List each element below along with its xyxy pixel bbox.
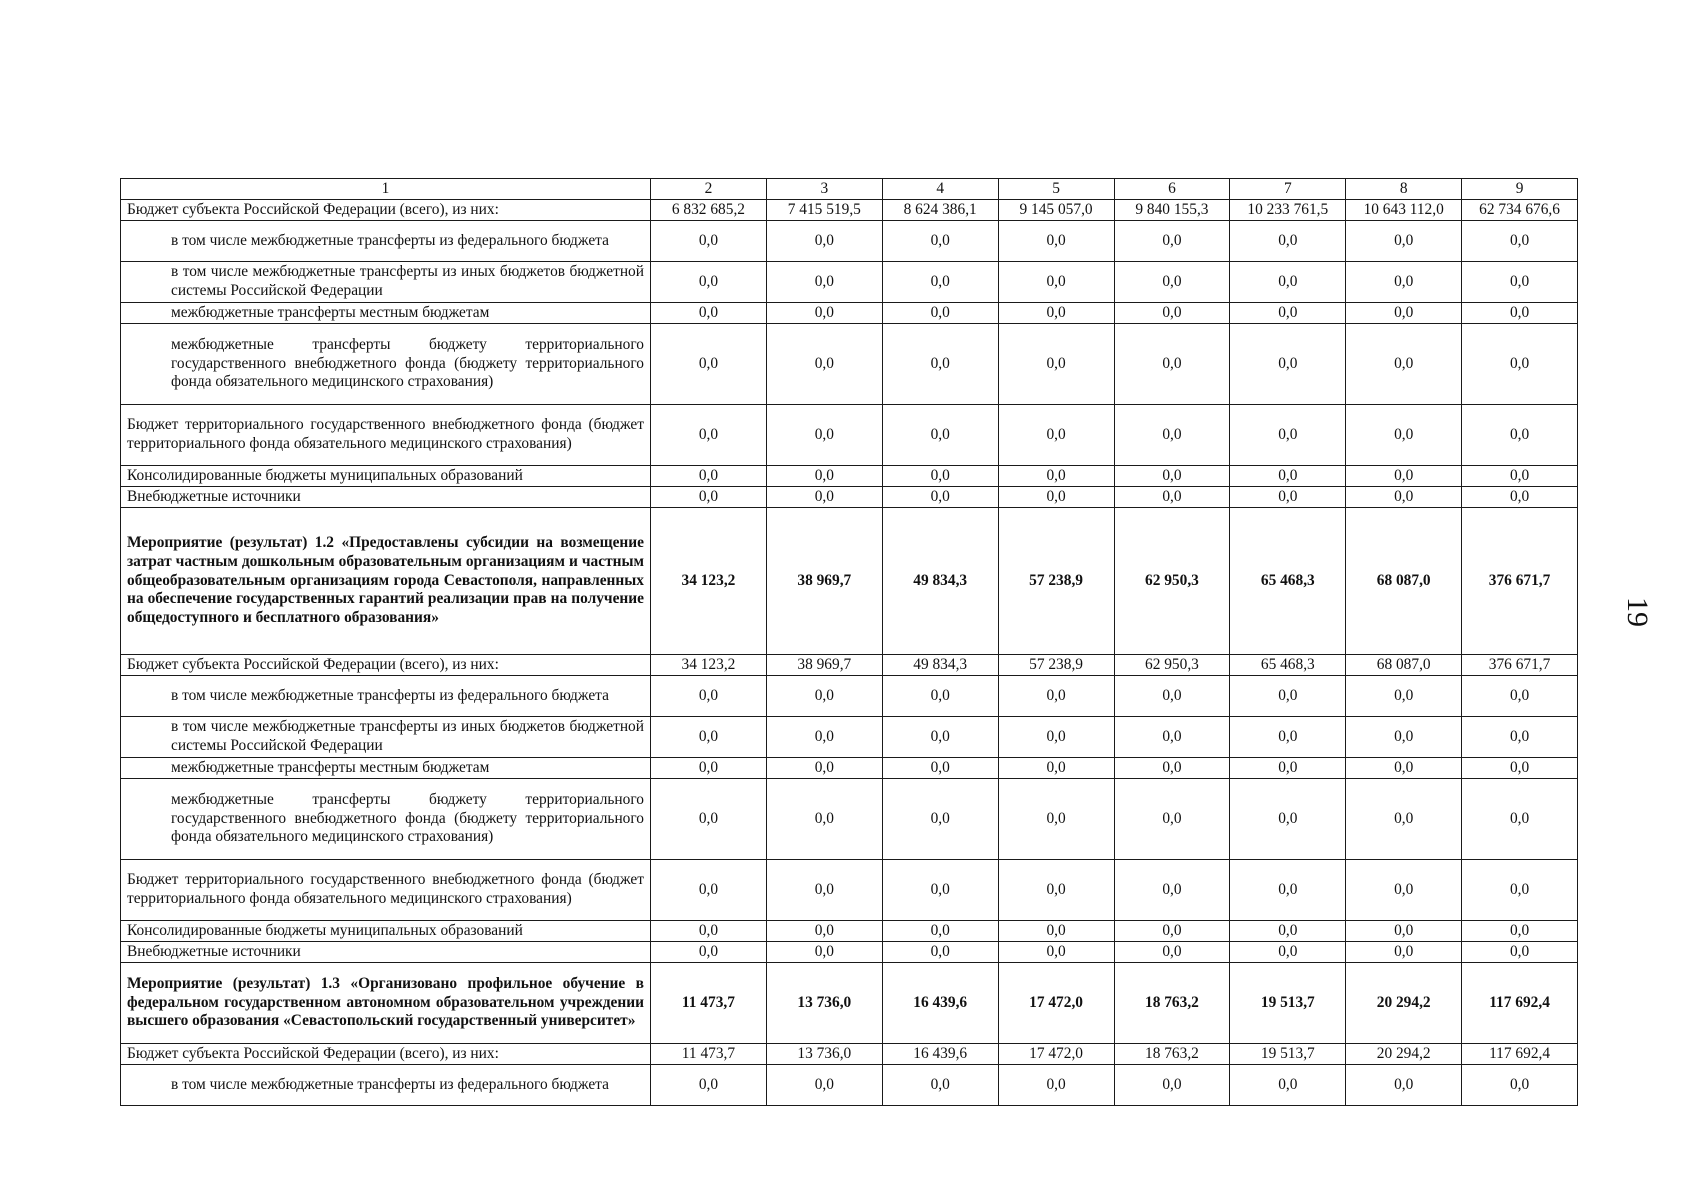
- row-label: Консолидированные бюджеты муниципальных образований: [121, 466, 651, 487]
- table-row: [121, 487, 1578, 508]
- value-cell: 62 950,3: [1114, 655, 1230, 676]
- value-cell: 0,0: [998, 487, 1114, 508]
- value-cell: 0,0: [651, 324, 767, 405]
- value-cell: 0,0: [1230, 1065, 1346, 1106]
- table-row: [121, 1044, 1578, 1065]
- value-cell: 0,0: [1230, 324, 1346, 405]
- value-cell: 0,0: [1462, 262, 1578, 303]
- value-cell: 34 123,2: [651, 508, 767, 655]
- value-cell: 0,0: [766, 676, 882, 717]
- value-cell: 19 513,7: [1230, 963, 1346, 1044]
- row-label: межбюджетные трансферты бюджету территориального государственного внебюджетного фонда (бюджету территориального фонда обязательного медицинского страхования): [121, 779, 651, 860]
- value-cell: 0,0: [651, 942, 767, 963]
- value-cell: 0,0: [1346, 1065, 1462, 1106]
- value-cell: 0,0: [998, 221, 1114, 262]
- value-cell: 10 233 761,5: [1230, 200, 1346, 221]
- value-cell: 0,0: [1230, 758, 1346, 779]
- value-cell: 0,0: [1230, 921, 1346, 942]
- value-cell: 0,0: [882, 221, 998, 262]
- row-label: Бюджет субъекта Российской Федерации (всего), из них:: [121, 1044, 651, 1065]
- value-cell: 0,0: [1346, 324, 1462, 405]
- row-label: межбюджетные трансферты местным бюджетам: [121, 758, 651, 779]
- value-cell: 18 763,2: [1114, 1044, 1230, 1065]
- value-cell: 0,0: [1462, 324, 1578, 405]
- header-cell: 4: [882, 179, 998, 200]
- row-label: Бюджет субъекта Российской Федерации (всего), из них:: [121, 200, 651, 221]
- value-cell: 0,0: [1346, 487, 1462, 508]
- value-cell: 0,0: [1346, 676, 1462, 717]
- value-cell: 0,0: [766, 1065, 882, 1106]
- value-cell: 18 763,2: [1114, 963, 1230, 1044]
- value-cell: 0,0: [1230, 221, 1346, 262]
- value-cell: 0,0: [998, 717, 1114, 758]
- row-label: Внебюджетные источники: [121, 942, 651, 963]
- value-cell: 17 472,0: [998, 963, 1114, 1044]
- row-label: межбюджетные трансферты бюджету территориального государственного внебюджетного фонда (бюджету территориального фонда обязательного медицинского страхования): [121, 324, 651, 405]
- value-cell: 9 145 057,0: [998, 200, 1114, 221]
- header-cell: 1: [121, 179, 651, 200]
- value-cell: 0,0: [1230, 942, 1346, 963]
- value-cell: 0,0: [766, 779, 882, 860]
- value-cell: 38 969,7: [766, 655, 882, 676]
- value-cell: 68 087,0: [1346, 508, 1462, 655]
- value-cell: 0,0: [882, 676, 998, 717]
- value-cell: 0,0: [766, 758, 882, 779]
- value-cell: 0,0: [766, 860, 882, 921]
- value-cell: 49 834,3: [882, 655, 998, 676]
- value-cell: 0,0: [998, 324, 1114, 405]
- table-row: [121, 942, 1578, 963]
- value-cell: 0,0: [1462, 676, 1578, 717]
- value-cell: 0,0: [998, 676, 1114, 717]
- value-cell: 0,0: [1230, 676, 1346, 717]
- header-cell: 2: [651, 179, 767, 200]
- value-cell: 0,0: [651, 758, 767, 779]
- value-cell: 8 624 386,1: [882, 200, 998, 221]
- value-cell: 0,0: [1346, 221, 1462, 262]
- value-cell: 0,0: [651, 303, 767, 324]
- value-cell: 0,0: [1346, 303, 1462, 324]
- value-cell: 0,0: [882, 466, 998, 487]
- value-cell: 0,0: [882, 303, 998, 324]
- value-cell: 0,0: [766, 221, 882, 262]
- header-cell: 7: [1230, 179, 1346, 200]
- header-cell: 5: [998, 179, 1114, 200]
- value-cell: 0,0: [766, 921, 882, 942]
- value-cell: 34 123,2: [651, 655, 767, 676]
- value-cell: 0,0: [766, 303, 882, 324]
- measure-title: Мероприятие (результат) 1.3 «Организовано профильное обучение в федеральном государственном автономном образовательном учреждении высшего образования «Севастопольский государственный университет»: [121, 963, 651, 1044]
- value-cell: 0,0: [1462, 405, 1578, 466]
- value-cell: 0,0: [1462, 758, 1578, 779]
- value-cell: 0,0: [651, 676, 767, 717]
- value-cell: 11 473,7: [651, 963, 767, 1044]
- value-cell: 0,0: [651, 221, 767, 262]
- value-cell: 0,0: [1462, 717, 1578, 758]
- value-cell: 0,0: [1114, 942, 1230, 963]
- table-row: [121, 324, 1578, 405]
- value-cell: 20 294,2: [1346, 963, 1462, 1044]
- value-cell: 0,0: [882, 921, 998, 942]
- value-cell: 62 950,3: [1114, 508, 1230, 655]
- value-cell: 0,0: [882, 779, 998, 860]
- value-cell: 0,0: [1346, 921, 1462, 942]
- value-cell: 0,0: [651, 405, 767, 466]
- value-cell: 0,0: [882, 717, 998, 758]
- row-label: Бюджет территориального государственного внебюджетного фонда (бюджет территориального фонда обязательного медицинского страхования): [121, 405, 651, 466]
- value-cell: 0,0: [1230, 405, 1346, 466]
- value-cell: 0,0: [1346, 758, 1462, 779]
- row-label: в том числе межбюджетные трансферты из иных бюджетов бюджетной системы Российской Федерации: [121, 262, 651, 303]
- value-cell: 6 832 685,2: [651, 200, 767, 221]
- value-cell: 57 238,9: [998, 508, 1114, 655]
- table-row: [121, 758, 1578, 779]
- value-cell: 0,0: [1346, 405, 1462, 466]
- value-cell: 0,0: [766, 262, 882, 303]
- measure-title: Мероприятие (результат) 1.2 «Предоставлены субсидии на возмещение затрат частным дошкольным образовательным организациям и частным общеобразовательным организациям города Севастополя, направленных на обеспечение государственных гарантий реализации прав на получение общедоступного и бесплатного образования»: [121, 508, 651, 655]
- value-cell: 0,0: [651, 779, 767, 860]
- value-cell: 0,0: [882, 860, 998, 921]
- table-row: [121, 1065, 1578, 1106]
- header-cell: 3: [766, 179, 882, 200]
- value-cell: 0,0: [651, 717, 767, 758]
- value-cell: 0,0: [1230, 860, 1346, 921]
- value-cell: 13 736,0: [766, 1044, 882, 1065]
- table-row: [121, 921, 1578, 942]
- value-cell: 0,0: [998, 921, 1114, 942]
- table-header-row: [121, 179, 1578, 200]
- value-cell: 376 671,7: [1462, 655, 1578, 676]
- value-cell: 0,0: [766, 487, 882, 508]
- table-row: [121, 466, 1578, 487]
- row-label: в том числе межбюджетные трансферты из федерального бюджета: [121, 676, 651, 717]
- value-cell: 17 472,0: [998, 1044, 1114, 1065]
- value-cell: 0,0: [1462, 921, 1578, 942]
- value-cell: 0,0: [1346, 779, 1462, 860]
- row-label: в том числе межбюджетные трансферты из федерального бюджета: [121, 1065, 651, 1106]
- table-row: [121, 200, 1578, 221]
- value-cell: 57 238,9: [998, 655, 1114, 676]
- value-cell: 0,0: [1346, 717, 1462, 758]
- value-cell: 0,0: [1346, 262, 1462, 303]
- value-cell: 0,0: [1346, 860, 1462, 921]
- value-cell: 9 840 155,3: [1114, 200, 1230, 221]
- header-cell: 8: [1346, 179, 1462, 200]
- row-label: в том числе межбюджетные трансферты из федерального бюджета: [121, 221, 651, 262]
- value-cell: 0,0: [1462, 1065, 1578, 1106]
- value-cell: 0,0: [1114, 487, 1230, 508]
- row-label: Внебюджетные источники: [121, 487, 651, 508]
- value-cell: 68 087,0: [1346, 655, 1462, 676]
- value-cell: 0,0: [1114, 758, 1230, 779]
- value-cell: 0,0: [1114, 1065, 1230, 1106]
- value-cell: 0,0: [1114, 779, 1230, 860]
- measure-row: [121, 963, 1578, 1044]
- value-cell: 0,0: [998, 466, 1114, 487]
- row-label: Бюджет субъекта Российской Федерации (всего), из них:: [121, 655, 651, 676]
- value-cell: 0,0: [998, 405, 1114, 466]
- value-cell: 0,0: [998, 1065, 1114, 1106]
- budget-table: [120, 178, 1578, 1106]
- value-cell: 0,0: [1230, 466, 1346, 487]
- value-cell: 0,0: [998, 303, 1114, 324]
- page-number: 19: [1621, 597, 1654, 627]
- value-cell: 0,0: [998, 779, 1114, 860]
- value-cell: 0,0: [1462, 303, 1578, 324]
- value-cell: 0,0: [651, 466, 767, 487]
- value-cell: 0,0: [766, 466, 882, 487]
- value-cell: 0,0: [882, 324, 998, 405]
- value-cell: 0,0: [998, 860, 1114, 921]
- value-cell: 0,0: [1346, 942, 1462, 963]
- value-cell: 0,0: [766, 405, 882, 466]
- table-row: [121, 655, 1578, 676]
- table-row: [121, 262, 1578, 303]
- table-row: [121, 303, 1578, 324]
- value-cell: 20 294,2: [1346, 1044, 1462, 1065]
- value-cell: 65 468,3: [1230, 508, 1346, 655]
- header-cell: 6: [1114, 179, 1230, 200]
- value-cell: 117 692,4: [1462, 963, 1578, 1044]
- value-cell: 0,0: [1462, 942, 1578, 963]
- value-cell: 0,0: [1114, 676, 1230, 717]
- value-cell: 65 468,3: [1230, 655, 1346, 676]
- value-cell: 0,0: [1114, 717, 1230, 758]
- value-cell: 0,0: [1114, 466, 1230, 487]
- table-row: [121, 860, 1578, 921]
- value-cell: 0,0: [651, 487, 767, 508]
- table-row: [121, 779, 1578, 860]
- value-cell: 0,0: [1230, 487, 1346, 508]
- value-cell: 38 969,7: [766, 508, 882, 655]
- value-cell: 0,0: [882, 405, 998, 466]
- value-cell: 0,0: [651, 860, 767, 921]
- value-cell: 0,0: [766, 717, 882, 758]
- row-label: Бюджет территориального государственного внебюджетного фонда (бюджет территориального фонда обязательного медицинского страхования): [121, 860, 651, 921]
- value-cell: 49 834,3: [882, 508, 998, 655]
- value-cell: 0,0: [1114, 262, 1230, 303]
- value-cell: 13 736,0: [766, 963, 882, 1044]
- value-cell: 117 692,4: [1462, 1044, 1578, 1065]
- value-cell: 0,0: [1230, 303, 1346, 324]
- value-cell: 0,0: [1462, 487, 1578, 508]
- value-cell: 0,0: [651, 1065, 767, 1106]
- table-row: [121, 405, 1578, 466]
- header-cell: 9: [1462, 179, 1578, 200]
- value-cell: 0,0: [1114, 405, 1230, 466]
- value-cell: 0,0: [1462, 466, 1578, 487]
- value-cell: 0,0: [1114, 303, 1230, 324]
- value-cell: 0,0: [766, 942, 882, 963]
- value-cell: 376 671,7: [1462, 508, 1578, 655]
- value-cell: 0,0: [882, 942, 998, 963]
- value-cell: 0,0: [882, 262, 998, 303]
- table-row: [121, 676, 1578, 717]
- row-label: Консолидированные бюджеты муниципальных образований: [121, 921, 651, 942]
- value-cell: 0,0: [998, 262, 1114, 303]
- value-cell: 16 439,6: [882, 963, 998, 1044]
- value-cell: 0,0: [1230, 779, 1346, 860]
- value-cell: 16 439,6: [882, 1044, 998, 1065]
- value-cell: 10 643 112,0: [1346, 200, 1462, 221]
- row-label: в том числе межбюджетные трансферты из иных бюджетов бюджетной системы Российской Федерации: [121, 717, 651, 758]
- value-cell: 0,0: [1114, 221, 1230, 262]
- table-row: [121, 221, 1578, 262]
- table-row: [121, 717, 1578, 758]
- value-cell: 0,0: [998, 942, 1114, 963]
- value-cell: 0,0: [882, 487, 998, 508]
- value-cell: 0,0: [1114, 860, 1230, 921]
- value-cell: 0,0: [1346, 466, 1462, 487]
- measure-row: [121, 508, 1578, 655]
- value-cell: 19 513,7: [1230, 1044, 1346, 1065]
- value-cell: 62 734 676,6: [1462, 200, 1578, 221]
- value-cell: 0,0: [998, 758, 1114, 779]
- value-cell: 0,0: [1230, 717, 1346, 758]
- value-cell: 0,0: [766, 324, 882, 405]
- value-cell: 0,0: [882, 1065, 998, 1106]
- value-cell: 0,0: [1230, 262, 1346, 303]
- value-cell: 0,0: [1462, 860, 1578, 921]
- value-cell: 0,0: [651, 262, 767, 303]
- value-cell: 0,0: [882, 758, 998, 779]
- value-cell: 0,0: [1462, 779, 1578, 860]
- value-cell: 0,0: [1114, 921, 1230, 942]
- value-cell: 0,0: [651, 921, 767, 942]
- value-cell: 0,0: [1114, 324, 1230, 405]
- value-cell: 0,0: [1462, 221, 1578, 262]
- value-cell: 7 415 519,5: [766, 200, 882, 221]
- value-cell: 11 473,7: [651, 1044, 767, 1065]
- row-label: межбюджетные трансферты местным бюджетам: [121, 303, 651, 324]
